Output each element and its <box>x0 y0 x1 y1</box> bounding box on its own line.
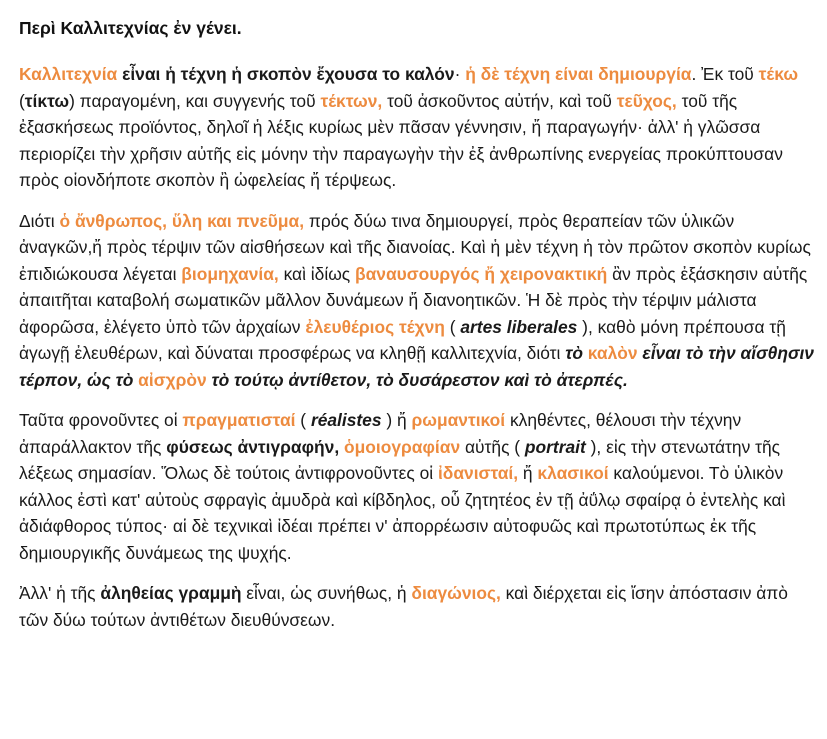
text-run: ἤ <box>518 463 538 483</box>
text-run: καλούμενοι. Τὸ ὑλικὸν κάλλος ἐστὶ κατ' αὐτοὺς σφραγὶς ἀμυδρὰ καὶ κίβδηλος, οὗ ζητητέος ἐν τῇ ἀΰλῳ σφαίρᾳ ὁ ἐντελὴς καὶ ἀδιάφθορος τύπος· αἱ δὲ τεχνικαὶ ἰδέαι πρέπει ν' ἀπορρέωσιν αὐτοφυῶς καὶ πρωτοτύπως ἐκ τῆς δημιουργικῆς δυνάμεως της ψυχής. <box>19 463 786 563</box>
text-run: καὶ ἰδίως <box>278 263 355 284</box>
text-run: portrait <box>524 436 586 457</box>
highlighted-term: κλασικοί <box>537 463 609 483</box>
text-run: τὸ <box>565 343 588 363</box>
text-run: ), εἰς τὴν στενωτάτην τῆς λέξεως σημασίαν. Ὅλως δὲ τούτοις ἀντιφρονοῦντες οἱ <box>19 436 781 483</box>
highlighted-term: τέκω <box>758 64 799 84</box>
paragraph-1 <box>19 61 815 194</box>
text-run: εἶναι, ὡς συνήθως, ἡ <box>241 583 412 603</box>
text-run: τοῦ τῆς ἐξασκήσεως προϊόντος, δηλοῖ ἡ λέξις κυρίως μὲν πᾶσαν γέννησιν, ἤ παραγωγήν· ἀλλ' ἡ γλῶσσα περιορίζει τὴν χρῆσιν αὐτῆς εἰς μόνην τὴν παραγωγὴν τὴν ἐξ ἀνθρωπίνης ενεργείας προκύπτουσαν πρὸς οἱονδήποτε σκοπὸν ἢ ὠφελείας ἤ τέρψεως. <box>19 90 783 190</box>
text-run: φύσεως ἀντιγραφήν, <box>166 436 340 457</box>
text-run: ) ἤ <box>381 410 412 430</box>
document-body <box>19 61 815 633</box>
text-run: ( <box>444 316 461 337</box>
highlighted-term: Καλλιτεχνία <box>19 64 118 84</box>
text-run: πρός δύω τινα δημιουργεί, πρὸς θεραπείαν τῶν ὑλικῶν ἀναγκῶν,ἤ πρὸς τέρψιν τῶν αἰσθήσεων καὶ τῆς διανοίας. Καὶ ἡ μὲν τέχνη ἡ τὸν πρῶτον σκοπὸν κυρίως ἐπιδιώκουσα λέγεται <box>19 210 811 284</box>
text-run: τίκτω <box>24 90 70 111</box>
highlighted-term: αἰσχρὸν <box>138 369 207 390</box>
text-run: Διότι <box>19 210 60 231</box>
highlighted-term: βαναυσουργός ἤ χειρονακτική <box>355 263 608 284</box>
text-run: Ταῦτα φρονοῦντες οἱ <box>19 410 183 430</box>
highlighted-term: ρωμαντικοί <box>411 410 506 430</box>
highlighted-term: διαγώνιος, <box>411 583 501 603</box>
text-run: ( <box>19 90 25 111</box>
highlighted-term: ἰδανισταί, <box>437 463 519 483</box>
text-run: ἂν πρὸς ἐξάσκησιν αὐτῆς ἀπαιτῆται καταβολή σωματικῶν μᾶλλον δυνάμεων ἤ διανοητικῶν. Ἡ δὲ πρὸς τὴν τέρψιν μάλιστα ἀφορῶσα, ἐλέγετο ὑπὸ τῶν ἀρχαίων <box>19 263 808 337</box>
paragraph-2 <box>19 208 815 394</box>
highlighted-term: ἐλευθέριος τέχνη <box>305 316 445 337</box>
highlighted-term: ὁ ἄνθρωπος, ὕλη και πνεῦμα, <box>59 210 305 231</box>
highlighted-term: βιομηχανία, <box>181 263 279 284</box>
highlighted-term: τέκτων, <box>320 90 383 111</box>
highlighted-term: καλὸν <box>587 343 638 363</box>
text-run: réalistes <box>310 410 382 430</box>
highlighted-term: ἡ δὲ τέχνη είναι δημιουργία <box>465 64 692 84</box>
text-run: ( <box>295 410 311 430</box>
text-run: αὐτῆς ( <box>460 436 525 457</box>
text-run: ), καθὸ μόνη πρέπουσα τῇ ἀγωγῇ ἐλευθέρων, καὶ δύναται προσφέρως να κληθῇ καλλιτεχνία, διότι <box>19 316 786 363</box>
text-run: εἶναι ἡ τέχνη ἡ σκοπὸν ἔχουσα το καλόν <box>122 64 455 84</box>
highlighted-term: ὁμοιογραφίαν <box>344 436 461 457</box>
text-run: . Ἐκ τοῦ <box>691 64 759 84</box>
text-run: κληθέντες, θέλουσι τὴν τέχνην ἀπαράλλακτον τῆς <box>19 410 742 457</box>
text-run: καὶ διέρχεται εἰς ἴσην ἀπόστασιν ἀπὸ τῶν δύω τούτων ἀντιθέτων διευθύνσεων. <box>19 583 788 630</box>
paragraph-4 <box>19 580 815 633</box>
text-run: εἶναι τὸ τὴν αἴσθησιν τέρπον, ὡς τὸ <box>19 343 814 390</box>
text-run: artes liberales <box>460 316 578 337</box>
text-run: Ἀλλ' ἡ τῆς <box>19 583 101 603</box>
highlighted-term: πραγματισταί <box>182 410 296 430</box>
text-run: ) παραγομένη, και συγγενής τοῦ <box>69 90 321 111</box>
highlighted-term: τεῦχος, <box>616 90 677 111</box>
paragraph-3 <box>19 407 815 566</box>
text-run: τὸ τούτῳ ἀντίθετον, τὸ δυσάρεστον καὶ τὸ ἀτερπές. <box>206 369 628 390</box>
text-run: τοῦ ἀσκοῦντος αὐτήν, καὶ τοῦ <box>382 90 617 111</box>
text-run: ἀληθείας γραμμὴ <box>100 583 242 603</box>
document-title: Περὶ Καλλιτεχνίας ἐν γένει. <box>19 18 242 38</box>
text-run: · <box>454 64 466 84</box>
